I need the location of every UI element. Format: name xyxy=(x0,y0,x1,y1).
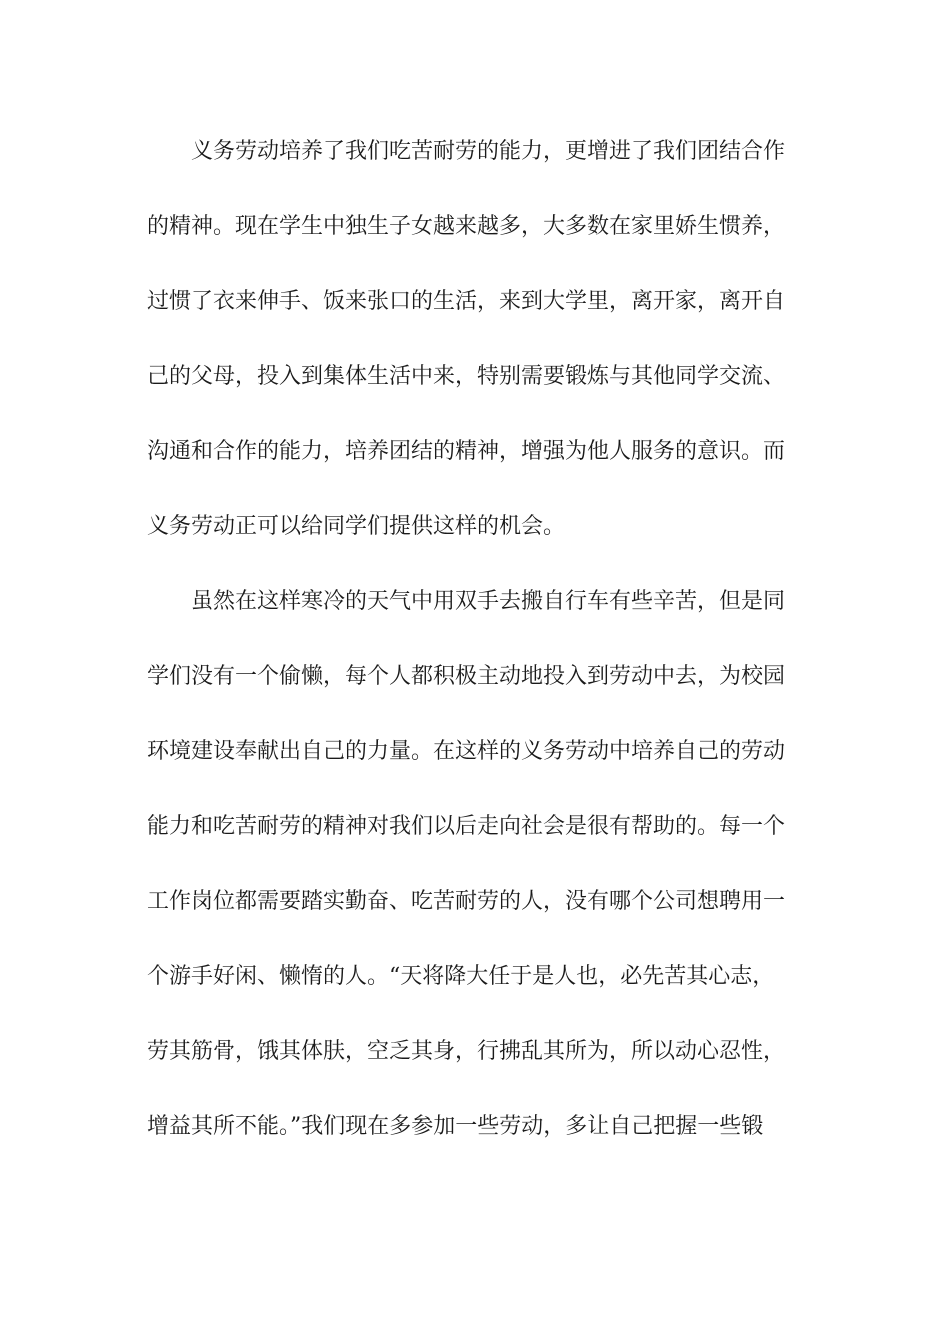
text-line: 个游手好闲、懒惰的人。“天将降大任于是人也，必先苦其心志， xyxy=(147,964,775,989)
text-line: 虽然在这样寒冷的天气中用双手去搬自行车有些辛苦，但是同 xyxy=(191,589,786,614)
text-line: 义务劳动正可以给同学们提供这样的机会。 xyxy=(147,514,566,539)
text-line: 工作岗位都需要踏实勤奋、吃苦耐劳的人，没有哪个公司想聘用一 xyxy=(147,889,786,914)
text-line: 过惯了衣来伸手、饭来张口的生活，来到大学里，离开家，离开自 xyxy=(147,289,786,314)
paragraph-2 xyxy=(147,577,797,1177)
text-line: 己的父母，投入到集体生活中来，特别需要锻炼与其他同学交流、 xyxy=(147,364,786,389)
body-text xyxy=(147,127,797,1177)
text-line: 义务劳动培养了我们吃苦耐劳的能力，更增进了我们团结合作 xyxy=(191,139,786,164)
text-line: 的精神。现在学生中独生子女越来越多，大多数在家里娇生惯养， xyxy=(147,214,786,239)
paragraph-1 xyxy=(147,127,797,577)
text-line: 学们没有一个偷懒，每个人都积极主动地投入到劳动中去，为校园 xyxy=(147,664,786,689)
text-line: 环境建设奉献出自己的力量。在这样的义务劳动中培养自己的劳动 xyxy=(147,739,786,764)
text-line: 能力和吃苦耐劳的精神对我们以后走向社会是很有帮助的。每一个 xyxy=(147,814,786,839)
text-line: 沟通和合作的能力，培养团结的精神，增强为他人服务的意识。而 xyxy=(147,439,786,464)
text-line: 增益其所不能。”我们现在多参加一些劳动，多让自己把握一些锻 xyxy=(147,1114,764,1139)
text-line: 劳其筋骨，饿其体肤，空乏其身，行拂乱其所为，所以动心忍性， xyxy=(147,1039,786,1064)
